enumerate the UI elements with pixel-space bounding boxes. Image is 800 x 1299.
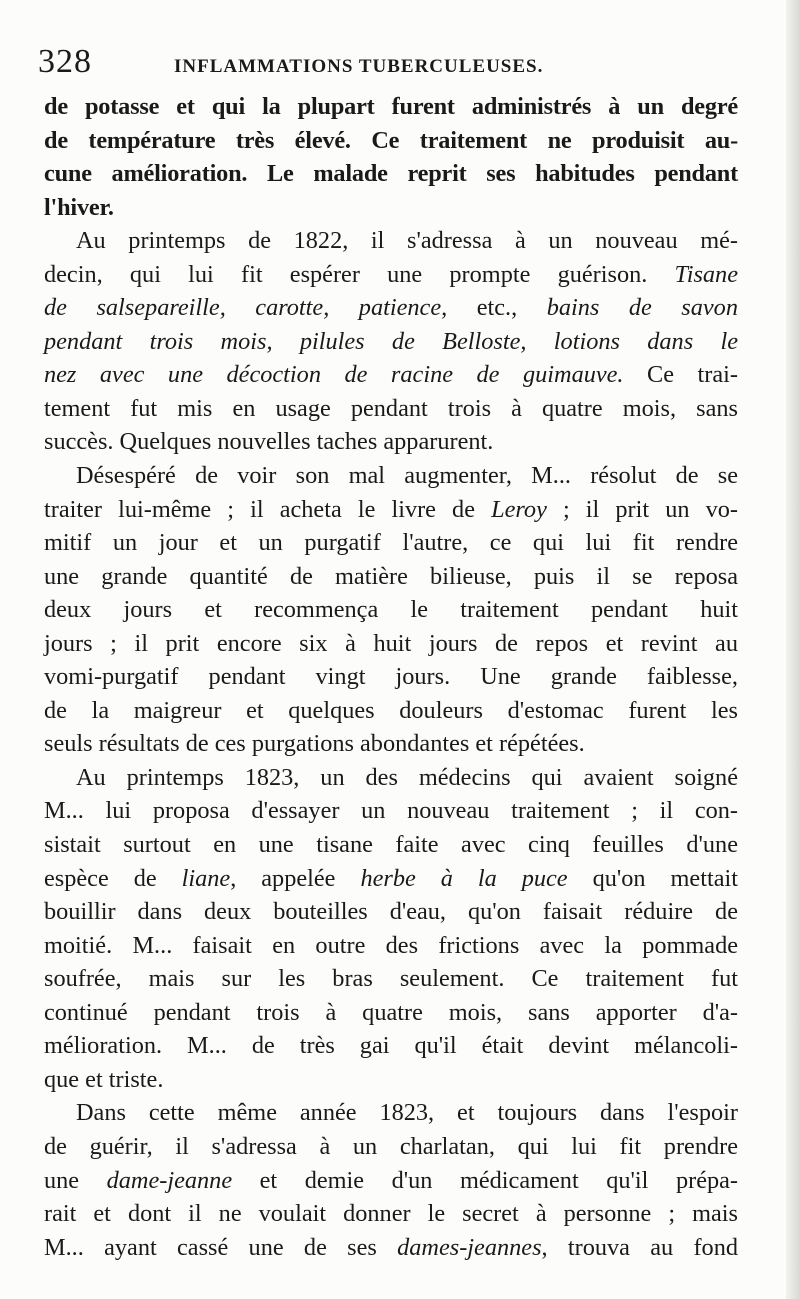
text-line: continué pendant trois à quatre mois, sans apporter d'a- bbox=[44, 998, 738, 1026]
page-edge-shadow bbox=[786, 0, 800, 1299]
text-line: M... ayant cassé une de ses dames-jeannes, trouva au fond bbox=[44, 1233, 738, 1261]
page-body-text bbox=[44, 90, 738, 1264]
text-line: traiter lui-même ; il acheta le livre de Leroy ; il prit un vo- bbox=[44, 495, 738, 523]
text-line: bouillir dans deux bouteilles d'eau, qu'on faisait réduire de bbox=[44, 898, 738, 926]
text-line: seuls résultats de ces purgations abondantes et répétées. bbox=[44, 730, 585, 758]
text-line: de salsepareille, carotte, patience, etc., bains de savon bbox=[44, 294, 738, 322]
running-title: INFLAMMATIONS TUBERCULEUSES. bbox=[174, 56, 544, 77]
text-line: cune amélioration. Le malade reprit ses habitudes pendant bbox=[44, 160, 738, 188]
text-line: de la maigreur et quelques douleurs d'estomac furent les bbox=[44, 696, 738, 724]
text-line: jours ; il prit encore six à huit jours de repos et revint au bbox=[44, 629, 738, 657]
text-line: deux jours et recommença le traitement pendant huit bbox=[44, 596, 738, 624]
text-line: succès. Quelques nouvelles taches apparurent. bbox=[44, 428, 494, 456]
text-line: Dans cette même année 1823, et toujours dans l'espoir bbox=[76, 1099, 738, 1127]
text-line: que et triste. bbox=[44, 1065, 164, 1093]
text-line: rait et dont il ne voulait donner le secret à personne ; mais bbox=[44, 1200, 738, 1228]
text-line: soufrée, mais sur les bras seulement. Ce traitement fut bbox=[44, 965, 738, 993]
text-line: de guérir, il s'adressa à un charlatan, qui lui fit prendre bbox=[44, 1132, 738, 1160]
text-line: une dame-jeanne et demie d'un médicament qu'il prépa- bbox=[44, 1166, 739, 1194]
text-line: Au printemps 1823, un des médecins qui avaient soigné bbox=[76, 763, 738, 791]
text-line: Désespéré de voir son mal augmenter, M... résolut de se bbox=[76, 462, 738, 490]
text-line: espèce de liane, appelée herbe à la puce qu'on mettait bbox=[44, 864, 738, 892]
text-line: mélioration. M... de très gai qu'il était devint mélancoli- bbox=[44, 1032, 738, 1060]
text-line: de potasse et qui la plupart furent administrés à un degré bbox=[44, 93, 738, 120]
text-line: decin, qui lui fit espérer une prompte guérison. Tisane bbox=[44, 260, 738, 288]
page-header bbox=[38, 40, 758, 90]
text-line: sistait surtout en une tisane faite avec cinq feuilles d'une bbox=[44, 831, 738, 859]
text-line: une grande quantité de matière bilieuse, puis il se reposa bbox=[44, 562, 738, 590]
text-line: tement fut mis en usage pendant trois à quatre mois, sans bbox=[44, 394, 738, 422]
text-line: mitif un jour et un purgatif l'autre, ce qui lui fit rendre bbox=[44, 529, 738, 557]
text-line: l'hiver. bbox=[44, 193, 114, 221]
text-line: vomi-purgatif pendant vingt jours. Une grande faiblesse, bbox=[44, 663, 738, 691]
text-line: M... lui proposa d'essayer un nouveau traitement ; il con- bbox=[44, 797, 738, 825]
page-number: 328 bbox=[38, 43, 92, 80]
text-line: de température très élevé. Ce traitement ne produisit au- bbox=[44, 126, 738, 154]
text-line: Au printemps de 1822, il s'adressa à un nouveau mé- bbox=[76, 227, 738, 255]
text-line: moitié. M... faisait en outre des frictions avec la pommade bbox=[44, 931, 738, 959]
text-line: nez avec une décoction de racine de guimauve. Ce trai- bbox=[44, 361, 739, 389]
text-line: pendant trois mois, pilules de Belloste, lotions dans le bbox=[44, 327, 738, 355]
